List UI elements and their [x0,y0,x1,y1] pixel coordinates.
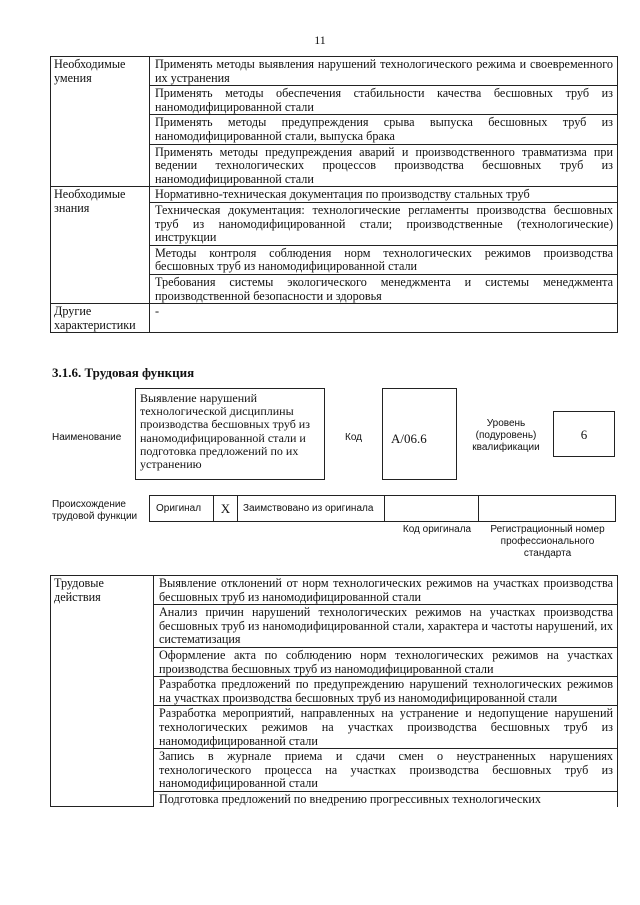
section-title: 3.1.6. Трудовая функция [52,365,195,380]
labor-actions-table [50,575,618,807]
knowledge-label: Необходимые знания [51,187,150,304]
level-value: 6 [553,411,615,457]
original-cell [149,495,214,522]
action-item: Разработка предложений по предупреждению нарушений технологических режимов на участках производства бесшовных труб из наномодифицированной стали [154,677,618,706]
level-label: Уровень (подуровень) квалификации [472,418,540,453]
skill-item: Применять методы предупреждения срыва выпуска бесшовных труб из наномодифицированной стали, выпуска брака [150,115,618,144]
skill-item: Применять методы предупреждения аварий и производственного травматизма при ведении технологических процессов производства бесшовных труб из наномодифицированной стали [150,144,618,187]
page-number: 11 [314,33,326,47]
skills-knowledge-table [50,56,618,333]
code-value: А/06.6 [382,388,457,480]
knowledge-item: Техническая документация: технологические регламенты производства бесшовных труб из наномодифицированной стали; производственные (технологические) инструкции [150,202,618,245]
original-label: Оригинал [156,503,202,514]
skill-item: Применять методы выявления нарушений технологического режима и своевременного их устранения [150,57,618,86]
skills-label: Необходимые умения [51,57,150,187]
table-row [51,57,618,86]
name-label: Наименование [52,432,122,443]
actions-label: Трудовые действия [51,576,154,807]
knowledge-item: Методы контроля соблюдения норм технологических режимов производства бесшовных труб из наномодифицированной стали [150,245,618,274]
origin-row [150,495,617,522]
table-row [51,304,618,333]
original-mark: X [213,495,238,522]
action-item: Запись в журнале приема и сдачи смен о неустраненных нарушениях технологического процесса на участках производства бесшовных труб из наномодифицированной стали [154,749,618,792]
function-name-box: Выявление нарушений технологической дисциплины производства бесшовных труб из наномодифицированной стали и подготовка предложений по их устранению [135,388,325,480]
knowledge-item: Требования системы экологического менеджмента и системы менеджмента производственной безопасности и здоровья [150,274,618,303]
table-row [51,187,618,203]
code-original-label: Код оригинала [402,524,472,535]
action-item: Оформление акта по соблюдению норм технологических режимов на участках производства бесшовных труб из наномодифицированной стали [154,647,618,676]
code-original-cell [384,495,479,522]
action-item: Выявление отклонений от норм технологических режимов на участках производства бесшовных труб из наномодифицированной стали [154,576,618,605]
action-item: Разработка мероприятий, направленных на устранение и недопущение нарушений технологических режимов на участках производства бесшовных труб из наномодифицированной стали [154,706,618,749]
borrowed-cell [237,495,385,522]
skill-item: Применять методы обеспечения стабильности качества бесшовных труб из наномодифицированной стали [150,86,618,115]
other-value: - [150,304,618,333]
borrowed-label: Заимствовано из оригинала [243,503,374,514]
knowledge-item: Нормативно-техническая документация по производству стальных труб [150,187,618,203]
reg-number-label: Регистрационный номер профессионального стандарта [490,524,605,559]
reg-number-cell [478,495,616,522]
other-label: Другие характеристики [51,304,150,333]
code-label: Код [345,432,363,443]
action-item: Анализ причин нарушений технологических режимов на участках производства бесшовных труб из наномодифицированной стали, характера и частоты нарушений, их систематизация [154,605,618,648]
origin-label: Происхождение трудовой функции [52,499,138,522]
table-row [51,576,618,605]
action-item: Подготовка предложений по внедрению прогрессивных технологических [154,791,618,806]
